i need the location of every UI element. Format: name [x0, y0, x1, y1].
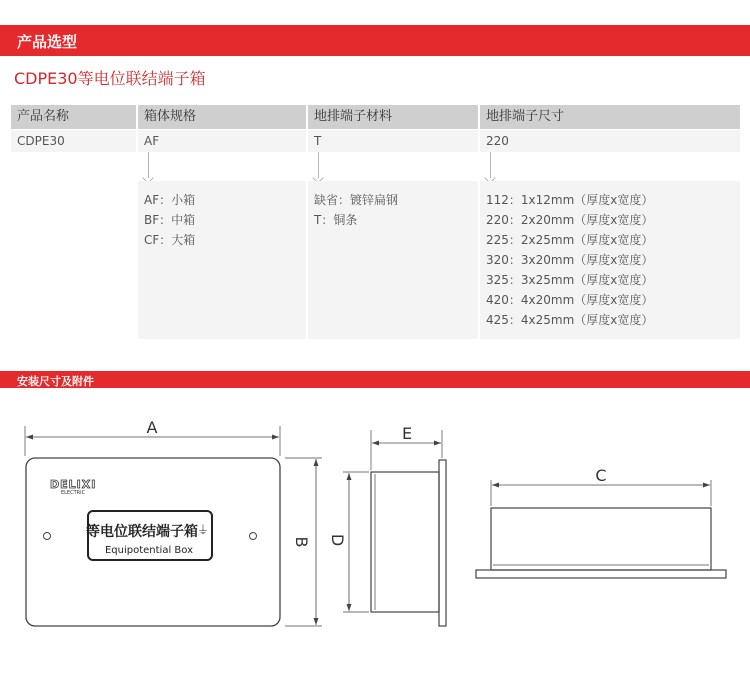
- header-product-name: 产品名称: [11, 105, 136, 129]
- header-terminal-size: 地排端子尺寸: [480, 105, 740, 129]
- value-product-name: CDPE30: [11, 130, 136, 152]
- arrow-down-icon: [490, 152, 491, 178]
- arrow-down-icon: [318, 152, 319, 178]
- size-options: [480, 181, 740, 339]
- list-item: 缺省：镀锌扁钢: [314, 193, 399, 207]
- label-plate-cn: 等电位联结端子箱: [86, 524, 198, 540]
- installation-drawing: [0, 394, 750, 674]
- material-options: [308, 181, 478, 339]
- value-terminal-material: T: [308, 130, 478, 152]
- dim-d-label: D: [328, 533, 347, 547]
- list-item: 225：2x25mm（厚度x宽度）: [486, 233, 654, 247]
- dim-c-label: C: [595, 466, 607, 485]
- section-title: 产品选型: [17, 33, 78, 51]
- ground-icon: ⏚: [196, 523, 210, 537]
- list-item: 320：3x20mm（厚度x宽度）: [486, 253, 654, 267]
- brand-logo: DELIXI: [50, 478, 97, 491]
- dim-a-label: A: [146, 418, 158, 437]
- brand-sub: ELECTRIC: [61, 490, 86, 496]
- list-item: T：铜条: [314, 213, 358, 227]
- top-view: [476, 466, 726, 578]
- header-box-spec: 箱体规格: [138, 105, 306, 129]
- side-view: [328, 424, 446, 626]
- list-item: 420：4x20mm（厚度x宽度）: [486, 293, 654, 307]
- list-item: 325：3x25mm（厚度x宽度）: [486, 273, 654, 287]
- label-plate-en: Equipotential Box: [104, 545, 194, 556]
- list-item: CF：大箱: [144, 233, 196, 247]
- list-item: AF：小箱: [144, 193, 196, 207]
- dim-e-label: E: [401, 424, 413, 443]
- section-header-selection: [0, 25, 750, 56]
- header-terminal-material: 地排端子材料: [308, 105, 478, 129]
- arrow-down-icon: [148, 152, 149, 178]
- section-title: 安装尺寸及附件: [17, 375, 94, 388]
- section-header-installation: [0, 371, 750, 388]
- list-item: 425：4x25mm（厚度x宽度）: [486, 313, 654, 327]
- list-item: BF：中箱: [144, 213, 196, 227]
- product-title: CDPE30等电位联结端子箱: [14, 69, 206, 88]
- list-item: 112：1x12mm（厚度x宽度）: [486, 193, 654, 207]
- front-view: [25, 418, 322, 626]
- value-box-spec: AF: [138, 130, 306, 152]
- value-terminal-size: 220: [480, 130, 740, 152]
- box-spec-options: [138, 181, 306, 339]
- list-item: 220：2x20mm（厚度x宽度）: [486, 213, 654, 227]
- dim-b-label: B: [292, 536, 311, 548]
